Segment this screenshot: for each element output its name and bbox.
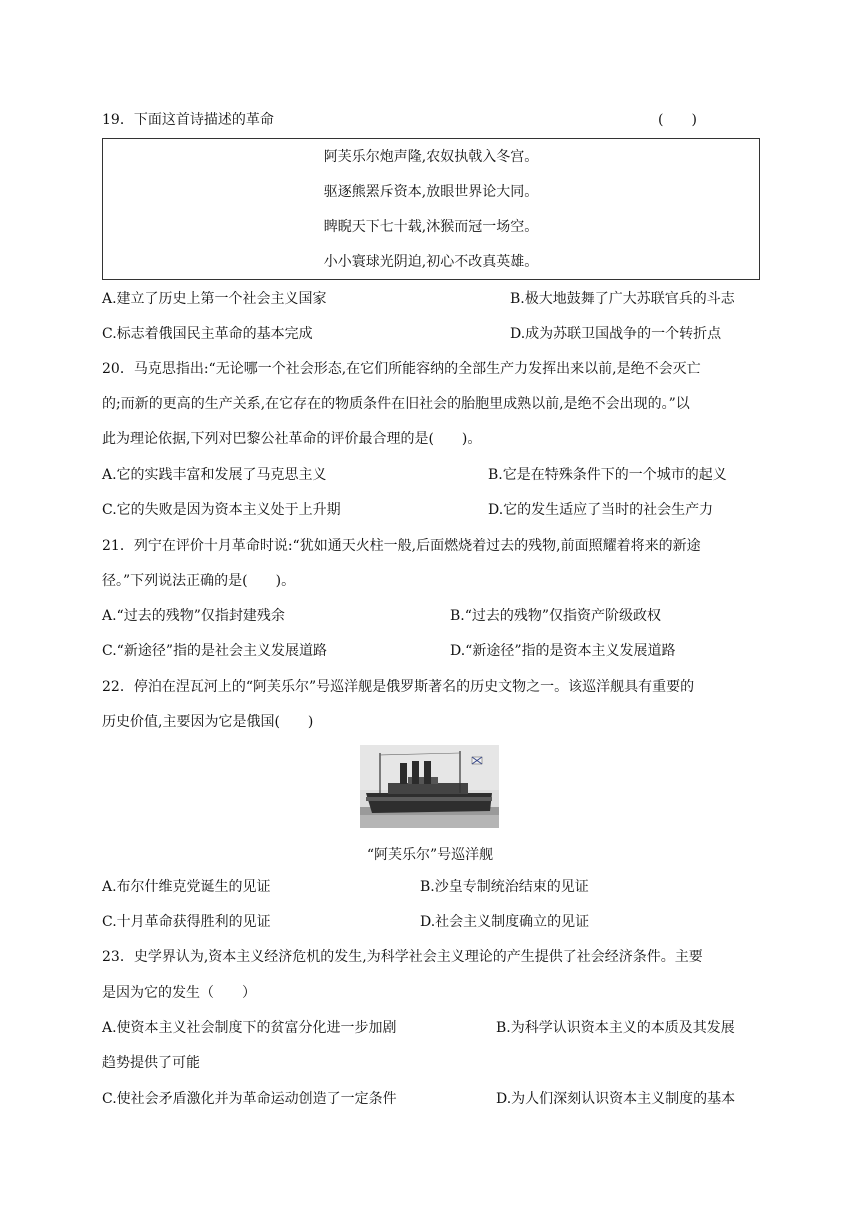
q22-stem-line2: 历史价值,主要因为它是俄国( ) [102,714,314,730]
q22-option-c: C.十月革命获得胜利的见证 [102,914,271,930]
q21-option-a: A.“过去的残物”仅指封建残余 [102,608,285,624]
q20-option-a: A.它的实践丰富和发展了马克思主义 [102,467,327,483]
poem-line: 驱逐熊罴斥资本,放眼世界论大同。 [323,184,539,200]
q20-stem-line2: 的;而新的更高的生产关系,在它存在的物质条件在旧社会的胎胞里成熟以前,是绝不会出现的。”以 [102,396,690,412]
q22-option-a: A.布尔什维克党诞生的见证 [102,879,271,895]
q21-option-d: D.“新途径”指的是资本主义发展道路 [450,643,676,659]
q23-option-d: D.为人们深刻认识资本主义制度的基本 [496,1091,736,1107]
poem-line: 小小寰球光阴迫,初心不改真英雄。 [323,254,539,270]
poem-line: 睥睨天下七十载,沐猴而冠一场空。 [323,219,539,235]
q23-stem-line1: 23．史学界认为,资本主义经济危机的发生,为科学社会主义理论的产生提供了社会经济条件。主要 [102,949,703,965]
q19-option-c: C.标志着俄国民主革命的基本完成 [102,326,313,342]
q19-option-b: B.极大地鼓舞了广大苏联官兵的斗志 [510,291,735,307]
q21-option-c: C.“新途径”指的是社会主义发展道路 [102,643,327,659]
q23-option-a: A.使资本主义社会制度下的贫富分化进一步加剧 [102,1020,397,1036]
q23-stem-line2: 是因为它的发生（ ） [102,985,256,1001]
q22-option-d: D.社会主义制度确立的见证 [420,914,590,930]
q19-answer-paren: ( ) [658,112,697,128]
q19-stem: 19．下面这首诗描述的革命 [102,112,274,128]
cruiser-photo [360,745,499,828]
q19-option-d: D.成为苏联卫国战争的一个转折点 [510,326,722,342]
q19-option-a: A.建立了历史上第一个社会主义国家 [102,291,327,307]
q22-option-b: B.沙皇专制统治结束的见证 [420,879,589,895]
q23-option-c: C.使社会矛盾激化并为革命运动创造了一定条件 [102,1091,397,1107]
photo-caption: “阿芙乐尔”号巡洋舰 [366,847,494,863]
poem-line: 阿芙乐尔炮声隆,农奴执戟入冬宫。 [323,149,539,165]
q20-stem-line3: 此为理论依据,下列对巴黎公社革命的评价最合理的是( )。 [102,431,482,447]
q23-option-b: B.为科学认识资本主义的本质及其发展 [496,1020,735,1036]
q19-poem-box [102,138,760,280]
q20-option-b: B.它是在特殊条件下的一个城市的起义 [488,467,727,483]
q21-stem-line2: 径。”下列说法正确的是( )。 [102,573,296,589]
q22-stem-line1: 22．停泊在涅瓦河上的“阿芙乐尔”号巡洋舰是俄罗斯著名的历史文物之一。该巡洋舰具有重要的 [102,679,695,695]
q21-stem-line1: 21．列宁在评价十月革命时说:“犹如通天火柱一般,后面燃烧着过去的残物,前面照耀着将来的新途 [102,538,701,554]
q23-option-b-continued: 趋势提供了可能 [102,1055,200,1071]
q20-stem-line1: 20．马克思指出:“无论哪一个社会形态,在它们所能容纳的全部生产力发挥出来以前,是绝不会灭亡 [102,361,701,377]
q21-option-b: B.“过去的残物”仅指资产阶级政权 [450,608,662,624]
q20-option-d: D.它的发生适应了当时的社会生产力 [488,502,714,518]
q20-option-c: C.它的失败是因为资本主义处于上升期 [102,502,341,518]
